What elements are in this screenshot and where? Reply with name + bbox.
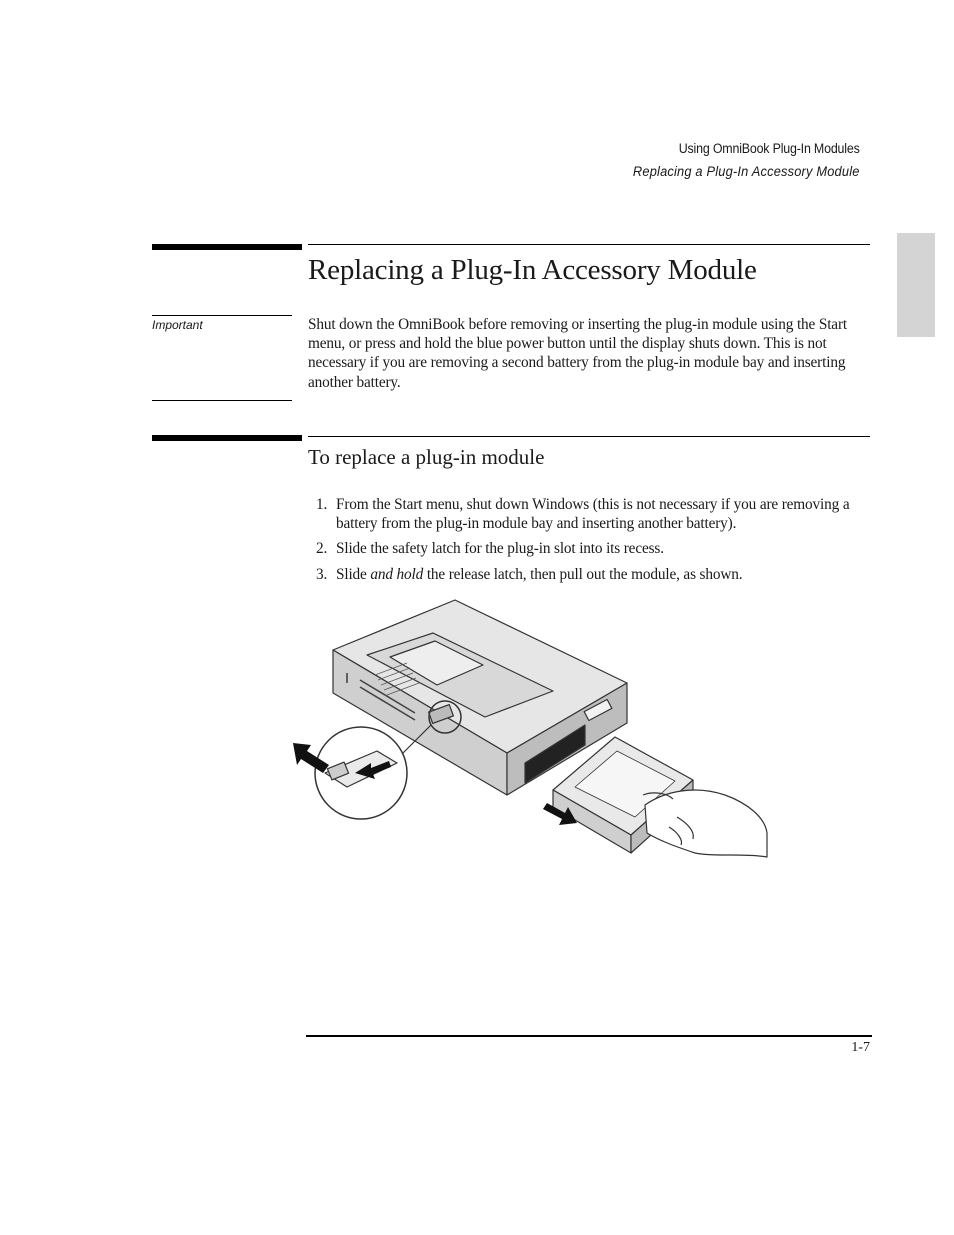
subsection-heading: To replace a plug-in module [308, 445, 545, 469]
page-number: 1-7 [851, 1040, 870, 1055]
subsection-rule-thick [152, 435, 302, 441]
step-text: Slide the safety latch for the plug-in slot into its recess. [336, 540, 664, 558]
running-header-chapter: Using OmniBook Plug-In Modules [679, 141, 860, 156]
subsection-rule-thin [308, 436, 870, 437]
step-item [308, 539, 874, 558]
procedure-steps [308, 495, 874, 590]
section-rule-thick [152, 244, 302, 250]
chapter-thumb-tab [897, 233, 935, 337]
step-item [308, 495, 874, 533]
important-rule-top [152, 315, 292, 316]
step-text: Slide and hold the release latch, then pull out the module, as shown. [336, 565, 743, 583]
important-note-text: Shut down the OmniBook before removing or inserting the plug-in module using the Start menu, or press and hold the blue power button until the display shuts down. This is not necessary if you are removing a second battery from the plug-in module bay and inserting another battery. [308, 316, 847, 391]
important-rule-bottom [152, 400, 292, 401]
important-label: Important [152, 318, 203, 332]
plug-in-removal-illustration [285, 595, 775, 865]
step-number: 3. [316, 565, 328, 583]
hand-illustration [645, 790, 767, 857]
step-text: From the Start menu, shut down Windows (this is not necessary if you are removing a battery from the plug-in module bay and inserting another battery). [336, 496, 850, 533]
section-rule-thin [308, 244, 870, 245]
step-number: 1. [316, 496, 328, 513]
step-number: 2. [316, 540, 328, 558]
footer-rule [306, 1035, 872, 1037]
running-header-section: Replacing a Plug-In Accessory Module [633, 164, 860, 179]
step-item [308, 565, 874, 584]
page-title: Replacing a Plug-In Accessory Module [308, 254, 757, 286]
